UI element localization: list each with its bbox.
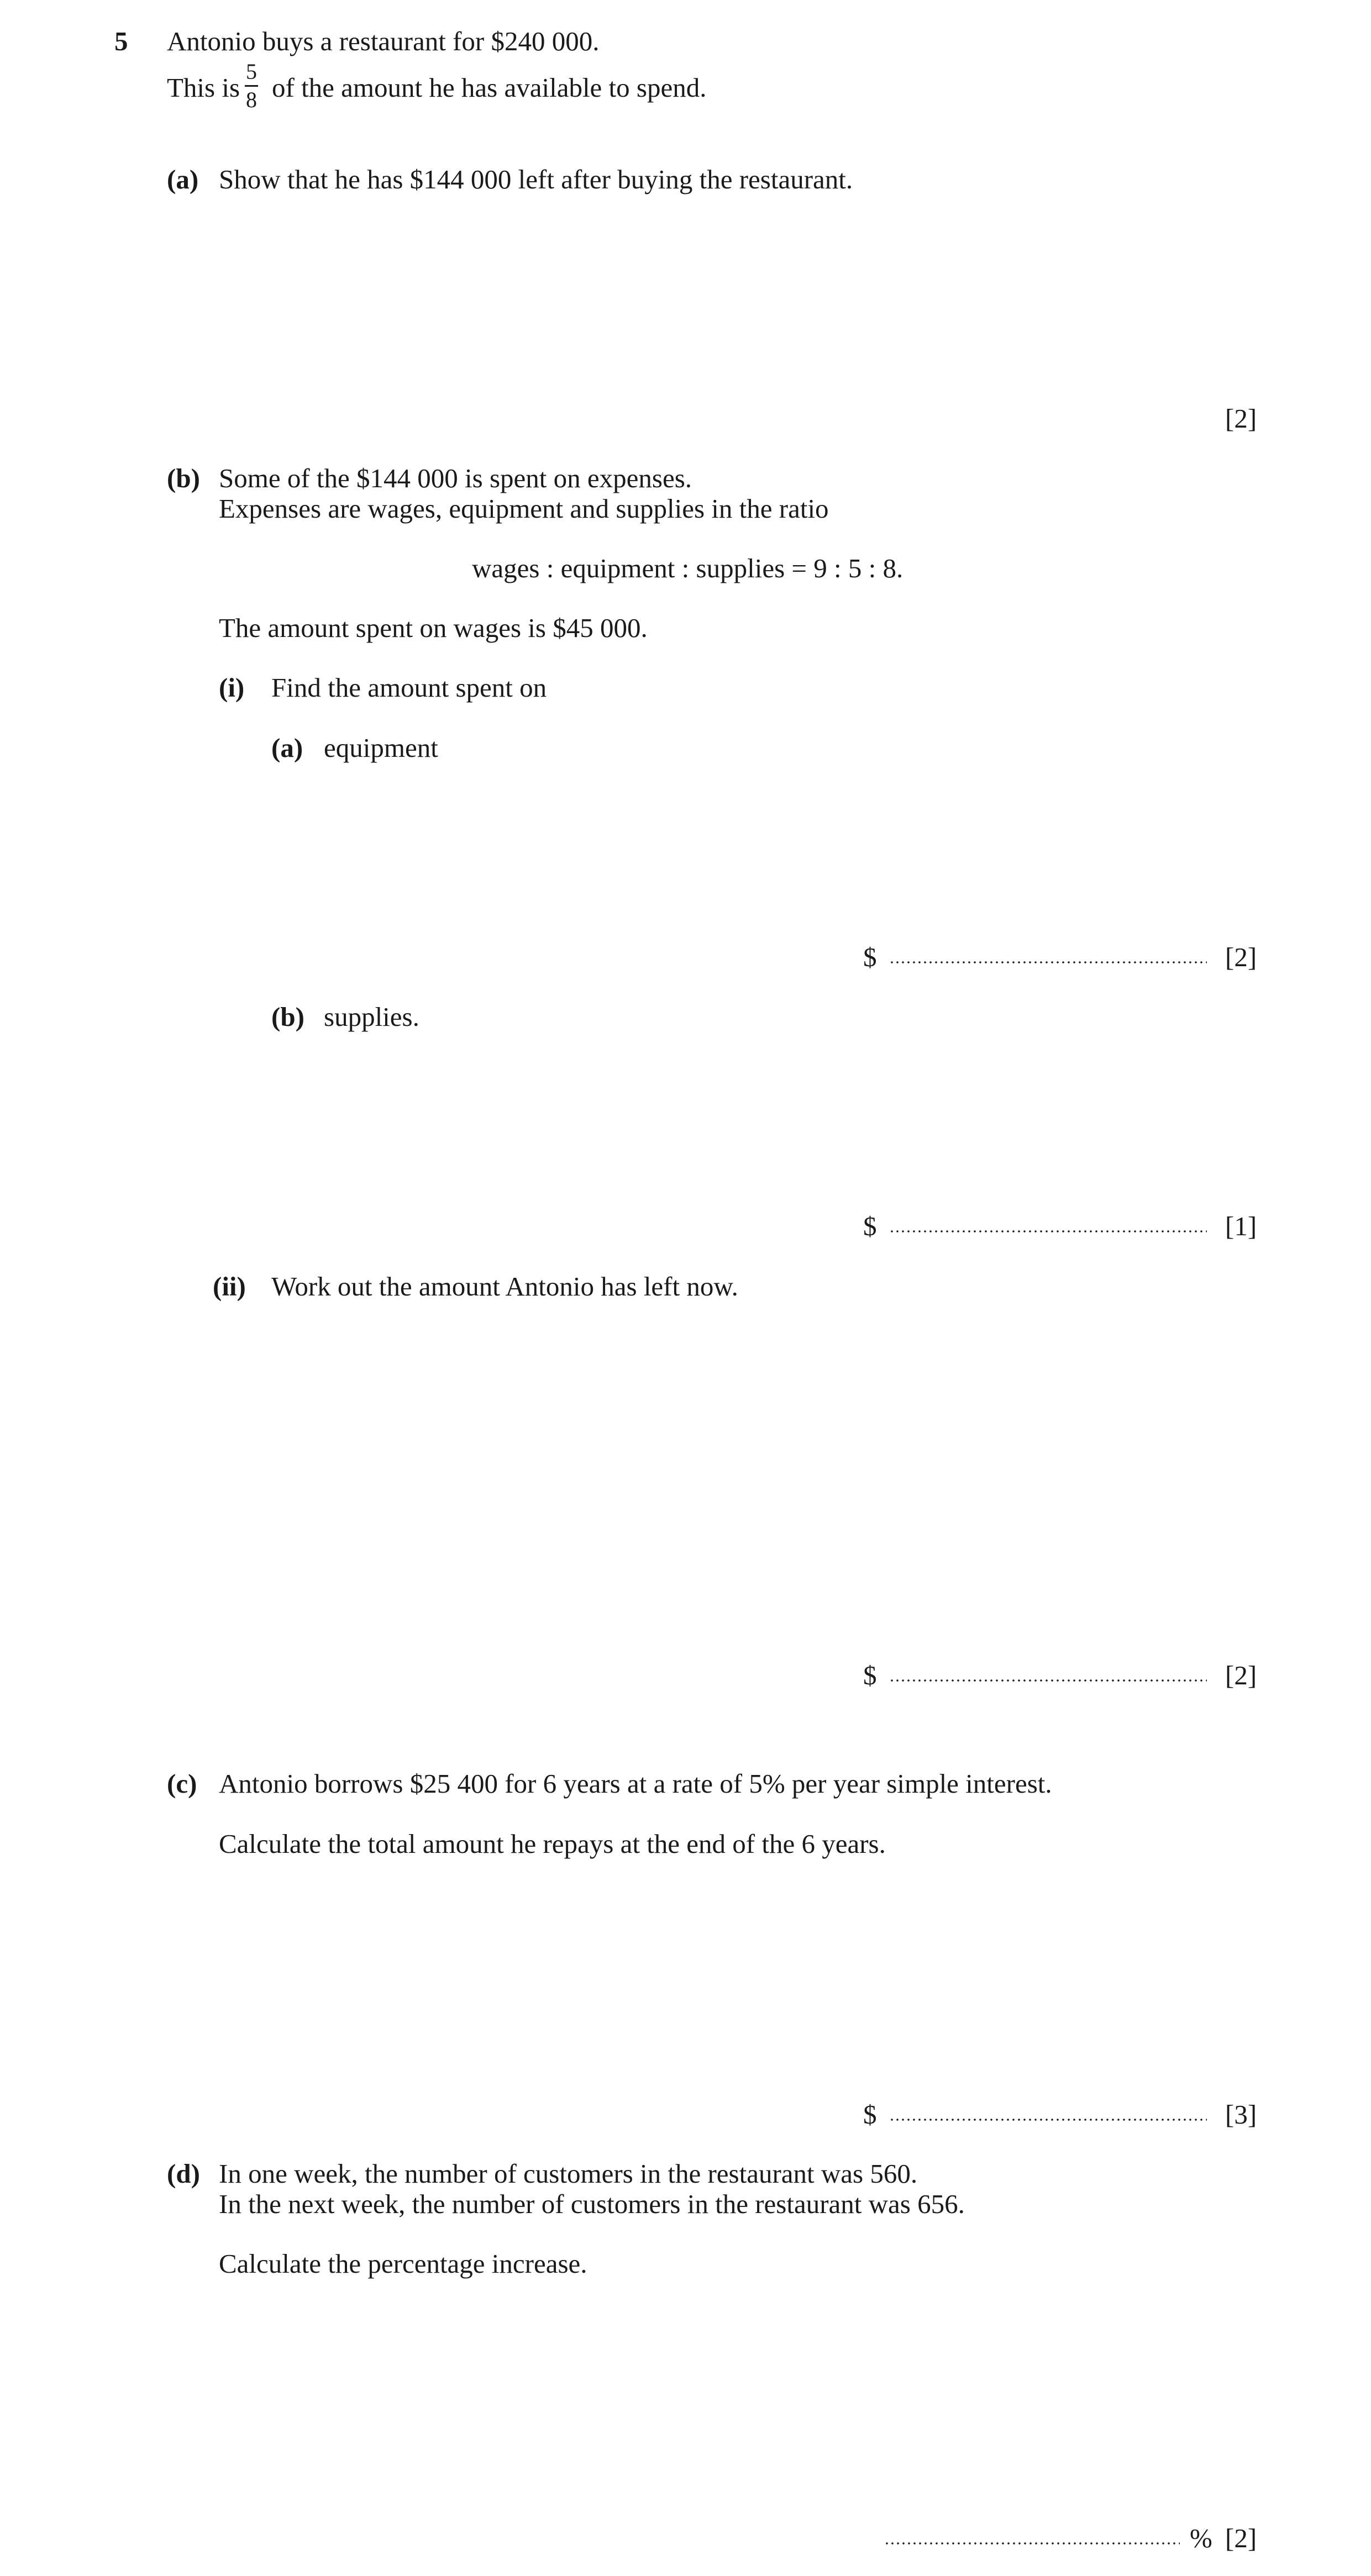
part-b-i-a-marks: [2] (1225, 942, 1257, 972)
part-a-text: Show that he has $144 000 left after buying the restaurant. (219, 164, 853, 194)
answer-line-supplies[interactable] (889, 1230, 1207, 1232)
part-d-line3: Calculate the percentage increase. (219, 2248, 587, 2279)
part-b-line2: Expenses are wages, equipment and supplies in the ratio (219, 493, 829, 524)
part-d-label: (d) (167, 2158, 200, 2189)
part-a-label: (a) (167, 164, 199, 194)
ratio-statement: wages : equipment : supplies = 9 : 5 : 8. (472, 553, 904, 583)
question-number: 5 (114, 26, 128, 56)
fraction (245, 61, 258, 111)
part-a-marks: [2] (1225, 403, 1257, 434)
answer-line-total-repaid[interactable] (889, 2119, 1207, 2121)
part-b-ii-marks: [2] (1225, 1660, 1257, 1690)
question-intro-suffix: of the amount he has available to spend. (272, 72, 707, 103)
part-b-i-label: (i) (219, 672, 245, 703)
part-b-line1: Some of the $144 000 is spent on expenses. (219, 463, 692, 493)
part-c-label: (c) (167, 1768, 197, 1799)
part-b-i-b-marks: [1] (1225, 1211, 1257, 1241)
part-c-marks: [3] (1225, 2099, 1257, 2130)
part-d-line2: In the next week, the number of customers in the restaurant was 656. (219, 2189, 965, 2219)
part-b-label: (b) (167, 463, 200, 493)
part-b-i-b-label: (b) (271, 1002, 304, 1032)
answer-line-amount-left[interactable] (889, 1679, 1207, 1682)
currency-symbol: $ (863, 2099, 877, 2130)
part-b-i-text: Find the amount spent on (271, 672, 547, 703)
part-b-ii-text: Work out the amount Antonio has left now. (271, 1271, 738, 1302)
answer-line-percentage[interactable] (884, 2542, 1180, 2545)
wages-statement: The amount spent on wages is $45 000. (219, 613, 648, 643)
part-b-ii-label: (ii) (213, 1271, 246, 1302)
part-c-line2: Calculate the total amount he repays at the end of the 6 years. (219, 1829, 886, 1859)
part-d-line1: In one week, the number of customers in the restaurant was 560. (219, 2158, 918, 2189)
currency-symbol: $ (863, 942, 877, 972)
part-c-line1: Antonio borrows $25 400 for 6 years at a rate of 5% per year simple interest. (219, 1768, 1052, 1799)
answer-line-equipment[interactable] (889, 961, 1207, 963)
fraction-numerator: 5 (245, 61, 258, 87)
part-d-marks: [2] (1225, 2523, 1257, 2553)
fraction-denominator: 8 (246, 87, 257, 112)
part-b-i-b-text: supplies. (324, 1002, 419, 1032)
question-intro-prefix: This is (167, 72, 240, 103)
part-b-i-a-text: equipment (324, 733, 438, 763)
part-b-i-a-label: (a) (271, 733, 303, 763)
percent-symbol: % (1190, 2523, 1212, 2553)
question-intro-line: Antonio buys a restaurant for $240 000. (167, 26, 600, 56)
currency-symbol: $ (863, 1660, 877, 1690)
currency-symbol: $ (863, 1211, 877, 1241)
